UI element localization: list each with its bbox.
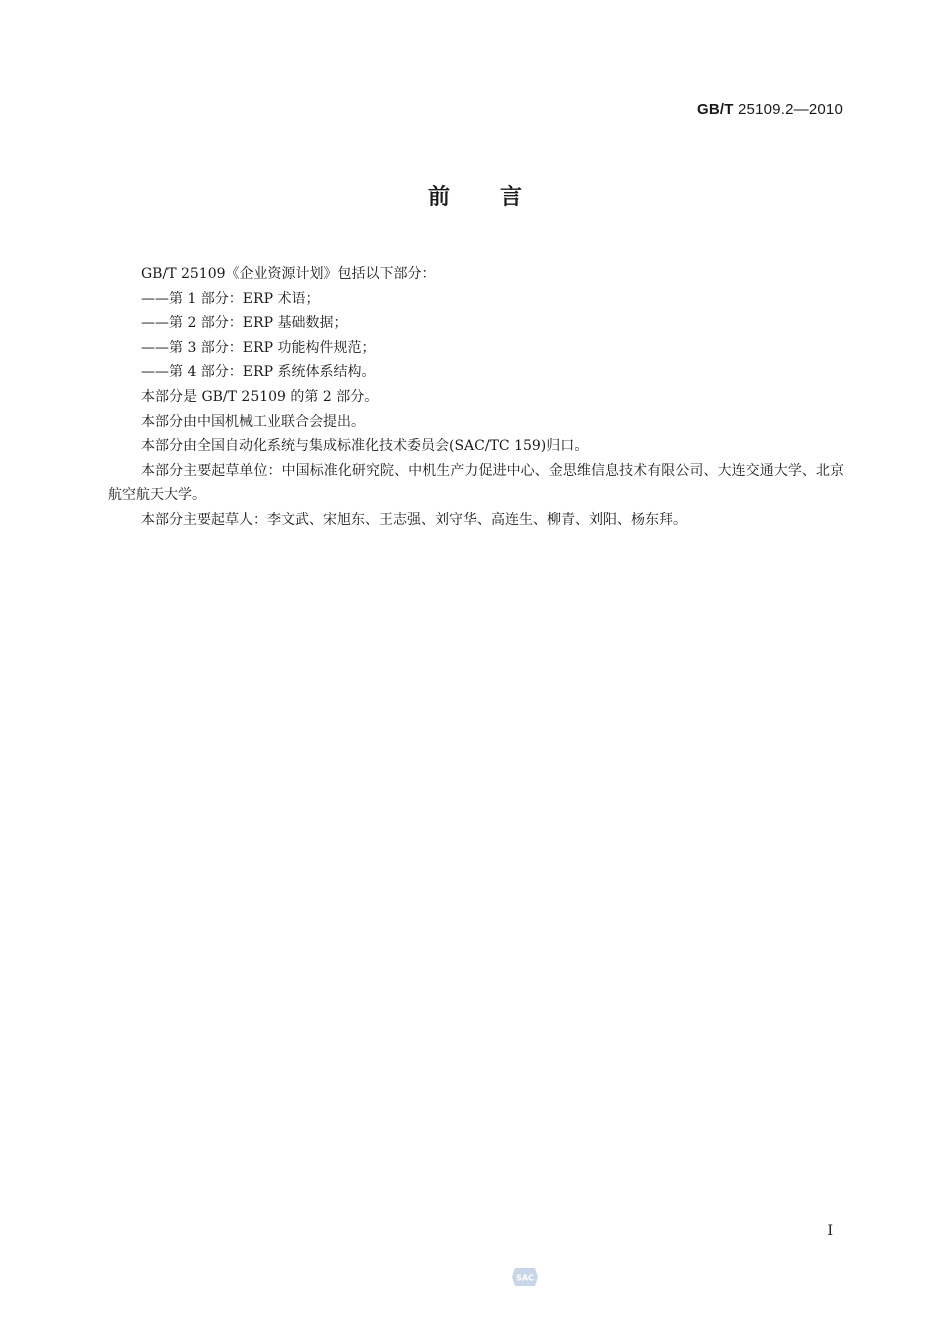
paragraph-parts-intro: GB/T 25109《企业资源计划》包括以下部分：	[141, 266, 436, 282]
page-number: I	[827, 1223, 833, 1239]
list-item-part-1: ——第 1 部分：ERP 术语；	[141, 290, 320, 307]
foreword-body	[108, 262, 844, 533]
paragraph-proposed-by: 本部分由中国机械工业联合会提出。	[141, 413, 365, 430]
list-item-part-3: ——第 3 部分：ERP 功能构件规范；	[141, 339, 376, 356]
standard-prefix: GB/T	[696, 101, 734, 118]
paragraph-drafting-units: 本部分主要起草单位：中国标准化研究院、中机生产力促进中心、金思维信息技术有限公司、大连交通大学、北京航空航天大学。	[108, 462, 844, 504]
paragraph-this-part: 本部分是 GB/T 25109 的第 2 部分。	[141, 388, 379, 405]
sac-logo-icon	[511, 1265, 539, 1289]
standard-code	[697, 101, 843, 118]
paragraph-administered-by: 本部分由全国自动化系统与集成标准化技术委员会(SAC/TC 159)归口。	[141, 438, 589, 455]
paragraph-drafters: 本部分主要起草人：李文武、宋旭东、王志强、刘守华、高连生、柳青、刘阳、杨东拜。	[141, 511, 687, 528]
sac-logo-text: SAC	[516, 1273, 534, 1283]
standard-number: 25109.2—2010	[738, 101, 843, 118]
list-item-part-4: ——第 4 部分：ERP 系统体系结构。	[141, 364, 376, 381]
list-item-part-2: ——第 2 部分：ERP 基础数据；	[141, 315, 348, 332]
page-title: 前言	[427, 185, 572, 210]
